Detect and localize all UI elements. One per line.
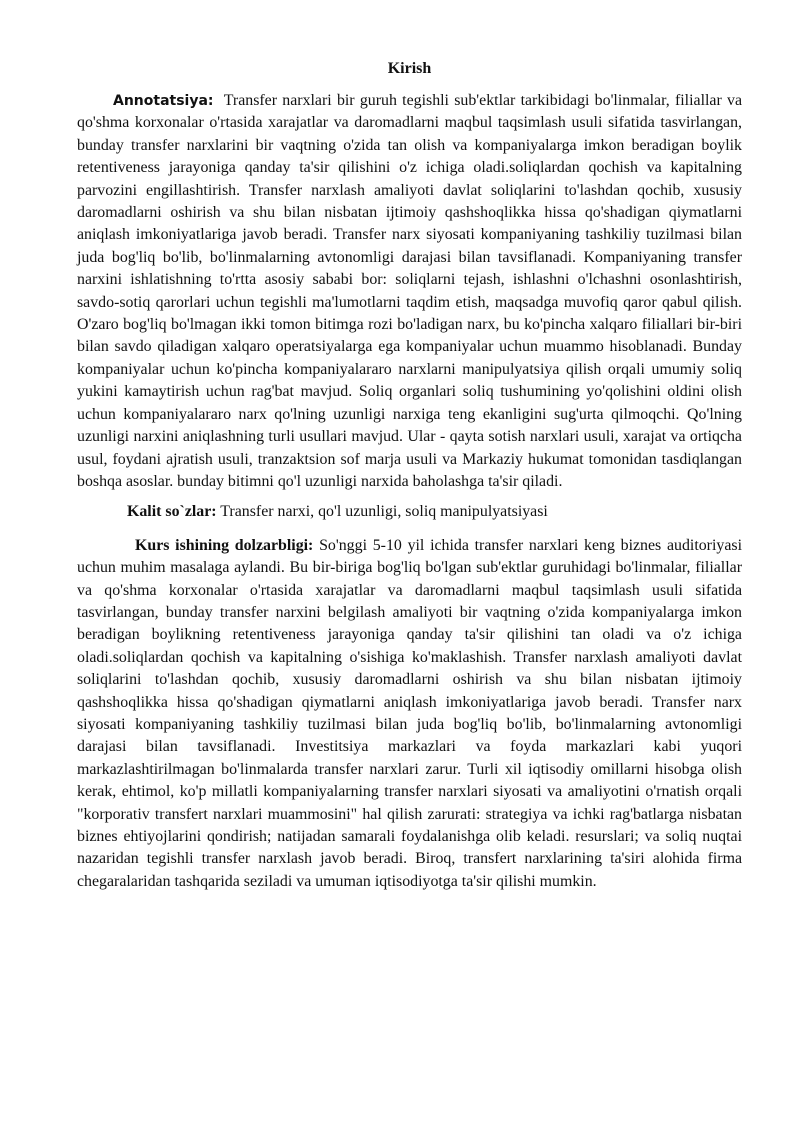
annotation-label: Annotatsiya: (113, 93, 214, 109)
document-page (77, 0, 742, 893)
keywords-label: Kalit so`zlar: (127, 503, 217, 521)
relevance-paragraph (77, 535, 742, 894)
annotation-paragraph (77, 90, 742, 493)
keywords-text: Transfer narxi, qo'l uzunligi, soliq manipulyatsiyasi (220, 503, 548, 521)
relevance-label: Kurs ishining dolzarbligi: (135, 536, 314, 554)
page-title: Kirish (387, 60, 432, 77)
annotation-text: Transfer narxlari bir guruh tegishli sub'ektlar tarkibidagi bo'linmalar, filiallar va qo'shma korxonalar o'rtasida xarajatlar va daromadlarni maqbul taqsimlash usuli sifatida tasvirlangan, bunday transfer narxlarini bir vaqtning o'zida tan olish va kompaniyalarga imkon beradigan boylik retentiveness jarayoniga qanday ta'sir qilishini o'z ichiga oladi.soliqlardan qochish va kapitalning parvozini engillashtirish. Transfer narxlash amaliyoti davlat soliqlarini to'lashdan qochib, xususiy daromadlarni oshirish va shu bilan nisbatan ijtimoiy qashshoqlikka hissa qo'shadigan qiymatlarni aniqlash imkoniyatlariga javob beradi. Transfer narx siyosati kompaniyaning tashkiliy tuzilmasi bilan juda bog'liq bo'lib, bo'linmalarning avtonomligi darajasi bilan tavsiflanadi. Kompaniyaning transfer narxini ishlatishning to'rtta asosiy sababi bor: soliqlarni tejash, ishlashni o'lchashni osonlashtirish, savdo-sotiq qarorlari uchun tegishli ma'lumotlarni taqdim etish, maqsadga muvofiq qaror qabul qilish. O'zaro bog'liq bo'lmagan ikki tomon bitimga rozi bo'ladigan narx, bu ko'pincha xalqaro filiallari bir-biri bilan savdo qiladigan xalqaro operatsiyalarga ega kompaniyalar uchun muammo hisoblanadi. Bunday kompaniyalar uchun ko'pincha kompaniyalararo narxlarni manipulyatsiya qilish orqali umumiy soliq yukini kamaytirish uchun rag'bat mavjud. Soliq organlari soliq tushumining yo'qolishini oldini olish uchun kompaniyalararo narx qo'lning uzunligi narxiga teng ekanligini sug'urta qilmoqchi. Qo'lning uzunligi narxini aniqlashning turli usullari mavjud. Ular - qayta sotish narxlari usuli, xarajat va ortiqcha usul, foydani ajratish usuli, tranzaktsion sof marja usuli va Markaziy hukumat tomonidan tasdiqlangan boshqa asoslar. bunday bitimni qo'l uzunligi narxida baholashga ta'sir qiladi. (77, 92, 742, 490)
relevance-text: So'nggi 5-10 yil ichida transfer narxlari keng biznes auditoriyasi uchun muhim masalaga aylandi. Bu bir-biriga bog'liq bo'lgan sub'ektlar guruhidagi bo'linmalar, filiallar va qo'shma korxonalar o'rtasida xarajatlar va daromadlarni maqbul taqsimlash usuli sifatida tasvirlangan, bunday transfer narxini belgilash amaliyoti bir vaqtning o'zida kompaniyalarga imkon beradigan boylikning retentiveness jarayoniga qanday ta'sir qilishini tan oladi va o'z ichiga oladi.soliqlardan qochish va kapitalning o'sishiga ko'maklashish. Transfer narxlash amaliyoti davlat soliqlarini to'lashdan qochib, xususiy daromadlarni oshirish va shu bilan nisbatan ijtimoiy qashshoqlikka hissa qo'shadigan qiymatlarni aniqlash imkoniyatlariga javob beradi. Transfer narx siyosati kompaniyaning tashkiliy tuzilmasi bilan juda bog'liq bo'lib, bo'linmalarning avtonomligi darajasi bilan tavsiflanadi. Investitsiya markazlari va foyda markazlari kabi yuqori markazlashtirilmagan bo'linmalarda transfer narxlari zarur. Turli xil iqtisodiy omillarni hisobga olish kerak, ehtimol, ko'p millatli kompaniyalarning transfer narxlari siyosati va amaliyotini o'rnatish orqali "korporativ transfert narxlari muammosini" hal qilish zarurati: strategiya va ichki rag'batlarga nisbatan biznes ehtiyojlarini qondirish; natijadan samarali foydalanishga olib keladi. resurslari; va soliq nuqtai nazaridan tegishli transfer narxlash javob beradi. Biroq, transfert narxlarining ta'siri alohida firma chegaralaridan tashqarida seziladi va umuman iqtisodiyotga ta'sir qilishi mumkin. (77, 536, 742, 890)
keywords-paragraph (77, 501, 742, 523)
